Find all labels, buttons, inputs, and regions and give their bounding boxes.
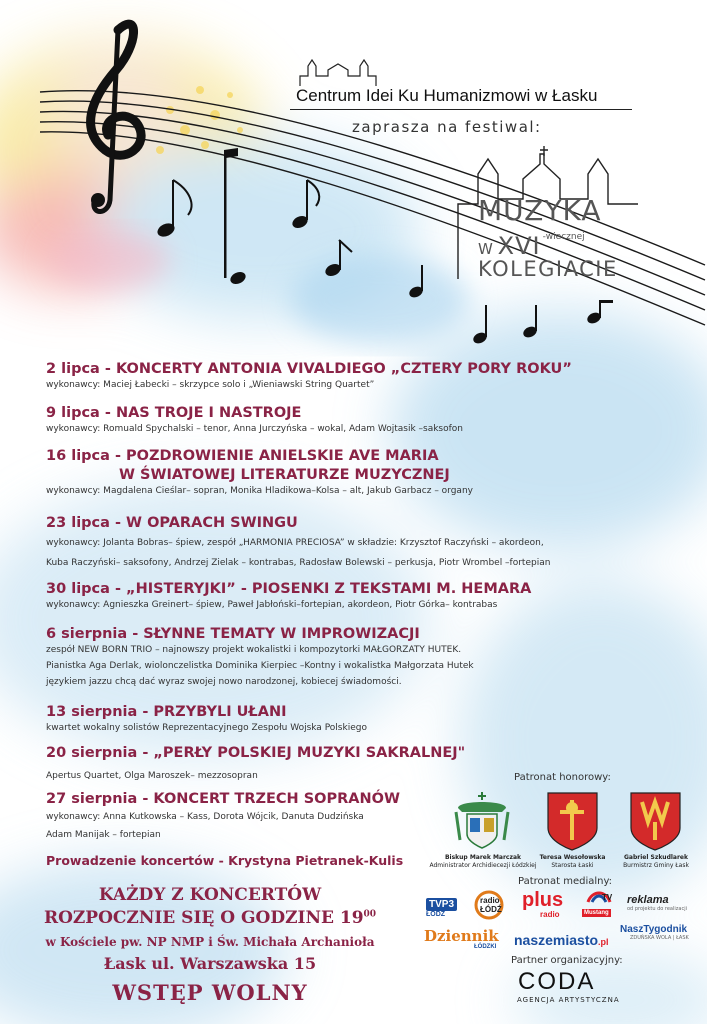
cta-line2-text: ROZPOCZNIE SIĘ O GODZINE 19 <box>43 908 364 928</box>
dziennik-text: Dziennik <box>424 927 499 945</box>
organizer-name: Centrum Idei Ku Humanizmowi w Łasku <box>296 86 598 105</box>
event-2 <box>46 404 463 436</box>
plus-sub: radio <box>540 910 560 919</box>
event-6 <box>46 625 474 689</box>
event-performers: Apertus Quartet, Olga Maroszek– mezzosopran <box>46 771 258 781</box>
naszemiasto-logo <box>514 930 614 950</box>
event-performers: Kuba Raczyński– saksofony, Andrzej Zielak – kontrabas, Radosław Bolewski – perkusja, Piotr Wrombel –fortepian <box>46 558 551 568</box>
crest-caption-municipality <box>606 854 706 870</box>
naszemiasto-text: naszemiasto <box>514 932 599 948</box>
event-performers: wykonawcy: Magdalena Cieślar– sopran, Monika Hladikowa–Kolsa – alt, Jakub Garbacz – organy <box>46 486 473 496</box>
event-performers: zespół NEW BORN TRIO – najnowszy projekt wokalistki i kompozytorki MAŁGORZATY HUTEK. <box>46 645 462 655</box>
reklama-sub: od projektu do realizacji <box>627 906 687 912</box>
event-9 <box>46 790 400 842</box>
tv-mustang-logo <box>582 888 616 922</box>
festival-suffix: -wiecznej <box>542 232 585 242</box>
event-title: 2 lipca - KONCERTY ANTONIA VIVALDIEGO „CZTERY PORY ROKU” <box>46 361 572 377</box>
event-performers: wykonawcy: Romuald Spychalski – tenor, Anna Jurczyńska – wokal, Adam Wojtasik –saksofon <box>46 424 464 434</box>
crest-caption-line2: Starosta Łaski <box>551 862 594 869</box>
crest-caption-line1: Biskup Marek Marczak <box>444 854 522 861</box>
event-performers: wykonawcy: Agnieszka Greinert– śpiew, Paweł Jabłoński–fortepian, akordeon, Piotr Górka– kontrabas <box>46 600 498 610</box>
event-7 <box>46 703 367 735</box>
festival-title-line2 <box>478 232 585 260</box>
nasztygodnik-text: NaszTygodnik <box>620 924 688 935</box>
castle-outline-icon <box>298 56 378 88</box>
crest-caption-line2: Administrator Archidiecezji Łódzkiej <box>429 862 537 869</box>
festival-xvi: XVI <box>497 232 541 260</box>
organizer-underline <box>290 109 632 110</box>
event-performers: Adam Manijak – fortepian <box>46 830 161 840</box>
event-8 <box>46 744 465 783</box>
cta-line4: Łask ul. Warszawska 15 <box>103 954 317 973</box>
bishop-crest-icon <box>452 790 512 852</box>
plus-radio-logo <box>522 890 578 922</box>
event-title: 30 lipca - „HISTERYJKI” - PIOSENKI Z TEKSTAMI M. HEMARA <box>46 581 532 597</box>
crest-caption-bishop <box>428 854 538 870</box>
event-performers: wykonawcy: Jolanta Bobras– śpiew, zespół „HARMONIA PRECIOSA” w składzie: Krzysztof Raczyński – akordeon, <box>46 538 544 548</box>
event-performers: językiem jazzu chcą dać wyraz swojej nowo narodzonej, kobiecej świadomości. <box>46 677 402 687</box>
event-title: 9 lipca - NAS TROJE I NASTROJE <box>46 405 302 421</box>
invite-text: zaprasza na festiwal: <box>352 118 542 136</box>
media-label: Patronat medialny: <box>518 876 613 887</box>
honorary-label: Patronat honorowy: <box>514 772 611 783</box>
naszemiasto-sub: .pl <box>598 937 609 947</box>
radio-lodz-text: radio <box>480 896 500 905</box>
festival-title-line1: MUZYKA <box>478 194 602 227</box>
reklama-logo <box>627 894 699 920</box>
event-performers: kwartet wokalny solistów Reprezentacyjnego Zespołu Wojska Polskiego <box>46 723 367 733</box>
cta-line5: WSTĘP WOLNY <box>112 980 308 1005</box>
cta-line2 <box>0 908 420 928</box>
event-title: 23 lipca - W OPARACH SWINGU <box>46 515 298 531</box>
tvp3-text: TVP3 <box>426 898 457 911</box>
crest-caption-line2: Burmistrz Gminy Łask <box>623 862 689 869</box>
radio-lodz-logo <box>474 890 518 922</box>
crest-caption-line1: Gabriel Szkudlarek <box>624 854 688 861</box>
festival-w: W <box>478 240 493 258</box>
cta-line1: KAŻDY Z KONCERTÓW <box>98 885 322 905</box>
coda-logo-text: CODA <box>518 968 596 995</box>
host-text: Prowadzenie koncertów - Krystyna Pietranek-Kulis <box>46 853 404 868</box>
event-title: 27 sierpnia - KONCERT TRZECH SOPRANÓW <box>46 791 400 807</box>
cta-line3: w Kościele pw. NP NMP i Św. Michała Archanioła <box>45 935 375 949</box>
event-performers: wykonawcy: Maciej Łabecki – skrzypce solo i „Wieniawski String Quartet” <box>46 380 375 390</box>
nasztygodnik-logo <box>620 924 700 950</box>
county-crest-icon <box>545 790 600 852</box>
tv-mustang-text: TV <box>602 893 613 902</box>
event-4 <box>46 514 550 570</box>
nasztygodnik-sub: ZDUŃSKA WOLA | ŁASK <box>630 935 689 941</box>
partner-label: Partner organizacyjny: <box>511 955 623 966</box>
crest-caption-line1: Teresa Wesołowska <box>539 854 606 861</box>
dziennik-sub: ŁÓDZKI <box>474 944 497 950</box>
tvp3-logo <box>426 892 462 920</box>
event-performers: wykonawcy: Anna Kutkowska – Kass, Dorota Wójcik, Danuta Dudzińska <box>46 812 364 822</box>
treble-clef-icon <box>91 24 142 211</box>
event-title: 16 lipca - POZDROWIENIE ANIELSKIE AVE MARIA <box>46 448 439 464</box>
event-5 <box>46 580 531 612</box>
festival-title-line3: KOLEGIACIE <box>478 257 618 281</box>
event-title: 13 sierpnia - PRZYBYLI UŁANI <box>46 704 287 720</box>
event-performers: Pianistka Aga Derlak, wiolonczelistka Dominika Kierpiec –Kontny i wokalistka Małgorzata Hutek <box>46 661 474 671</box>
dziennik-lodzki-logo <box>424 928 510 954</box>
event-title-line2: W ŚWIATOWEJ LITERATURZE MUZYCZNEJ <box>119 467 450 483</box>
event-1 <box>46 360 572 392</box>
cta-line2-sup: 00 <box>363 909 377 920</box>
plus-text: plus <box>522 889 564 911</box>
event-3 <box>46 447 473 498</box>
tv-mustang-sub: Mustang <box>584 910 609 916</box>
reklama-text: reklama <box>627 894 669 906</box>
tvp3-sub: ŁÓDŹ <box>426 911 446 918</box>
municipality-crest-icon <box>628 790 683 852</box>
event-title: 20 sierpnia - „PERŁY POLSKIEJ MUZYKI SAKRALNEJ" <box>46 745 466 761</box>
coda-sub-text: AGENCJA ARTYSTYCZNA <box>517 996 620 1004</box>
radio-lodz-sub: ŁÓDŹ <box>480 905 502 914</box>
event-title: 6 sierpnia - SŁYNNE TEMATY W IMPROWIZACJI <box>46 626 420 642</box>
